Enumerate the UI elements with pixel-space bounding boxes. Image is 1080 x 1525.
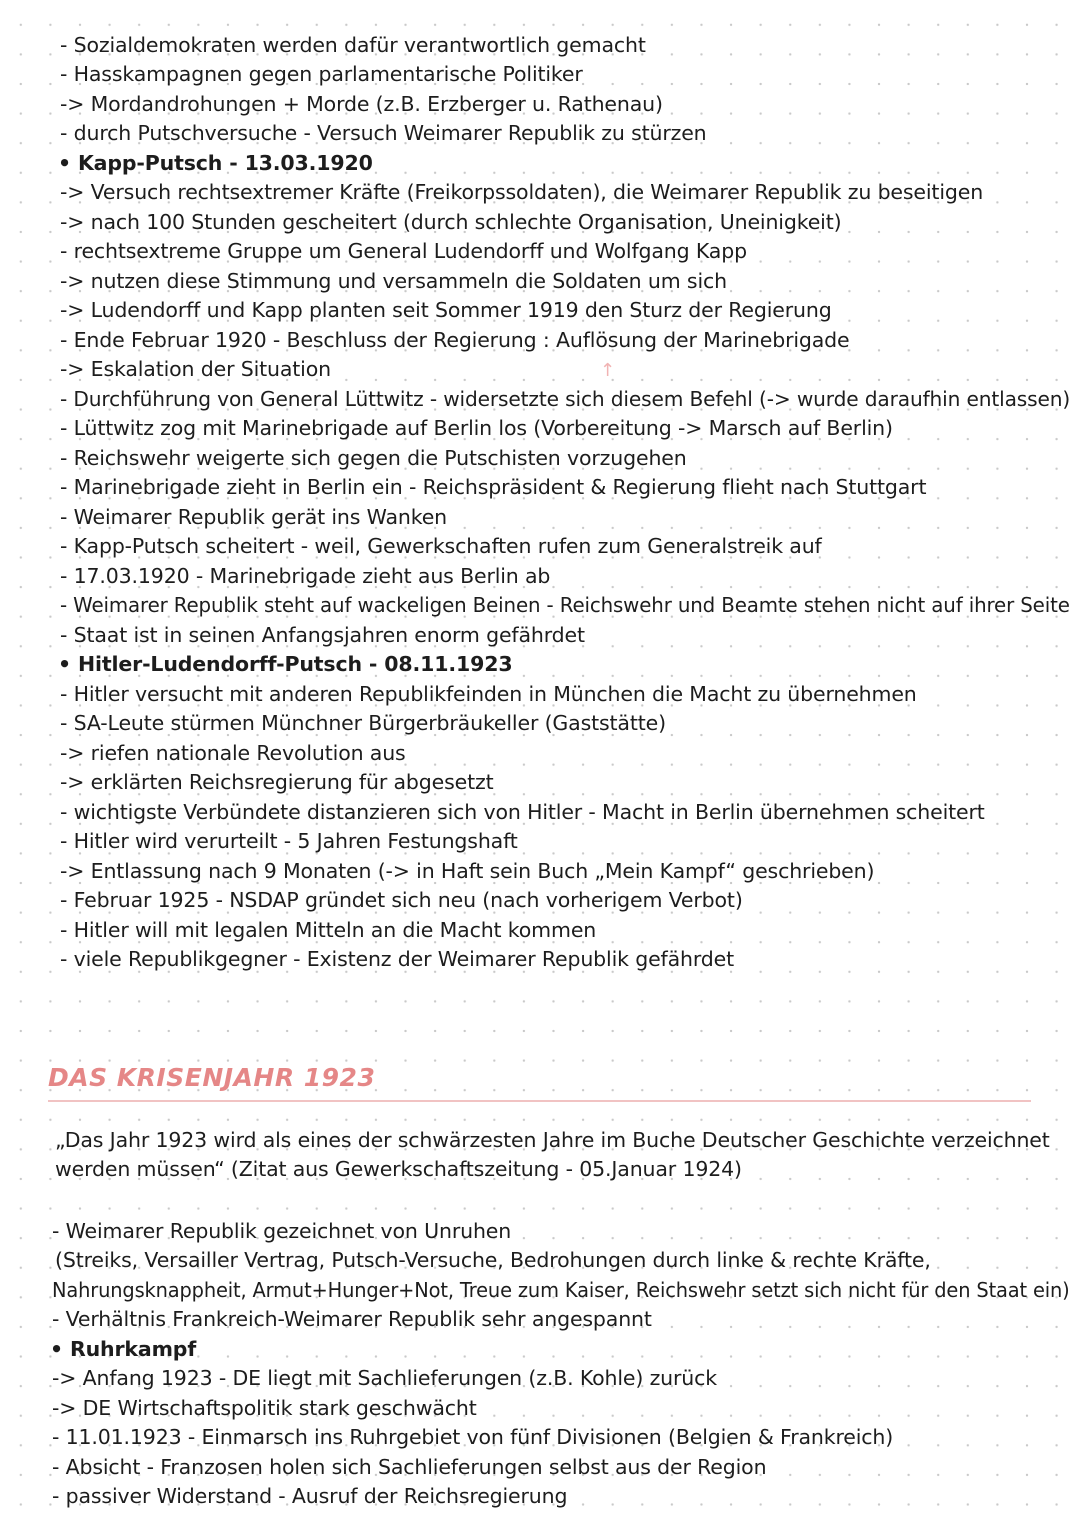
up-arrow-mark-icon: ↑ [600, 360, 616, 381]
note-line: - 17.03.1920 - Marinebrigade zieht aus Berlin ab [60, 564, 551, 588]
note-line: -> DE Wirtschaftspolitik stark geschwächt [52, 1396, 477, 1420]
note-line: -> Entlassung nach 9 Monaten (-> in Haft sein Buch „Mein Kampf“ geschrieben) [60, 859, 875, 883]
section-heading: DAS KRISENJAHR 1923 [48, 1063, 376, 1092]
note-line: - SA-Leute stürmen Münchner Bürgerbräukeller (Gaststätte) [60, 711, 666, 735]
note-line: - passiver Widerstand - Ausruf der Reichsregierung [52, 1484, 568, 1508]
note-line: - Hitler versucht mit anderen Republikfeinden in München die Macht zu übernehmen [60, 682, 917, 706]
note-line: - Absicht - Franzosen holen sich Sachlieferungen selbst aus der Region [52, 1455, 767, 1479]
note-line: -> nutzen diese Stimmung und versammeln die Soldaten um sich [60, 269, 727, 293]
bullet-heading-kapp-putsch: • Kapp-Putsch - 13.03.1920 [58, 151, 373, 175]
note-line: - Lüttwitz zog mit Marinebrigade auf Berlin los (Vorbereitung -> Marsch auf Berlin) [60, 416, 893, 440]
note-line: - durch Putschversuche - Versuch Weimarer Republik zu stürzen [60, 121, 707, 145]
heading-underline [48, 1100, 1031, 1102]
note-line: -> riefen nationale Revolution aus [60, 741, 406, 765]
note-line: - Reichswehr weigerte sich gegen die Putschisten vorzugehen [60, 446, 687, 470]
note-line: -> erklärten Reichsregierung für abgesetzt [60, 770, 494, 794]
note-line: Nahrungsknappheit, Armut+Hunger+Not, Treue zum Kaiser, Reichswehr setzt sich nicht für den Staat ein) [52, 1278, 1070, 1302]
note-line: - wichtigste Verbündete distanzieren sich von Hitler - Macht in Berlin übernehmen scheitert [60, 800, 985, 824]
note-line: - Hasskampagnen gegen parlamentarische Politiker [60, 62, 583, 86]
note-line: -> nach 100 Stunden gescheitert (durch schlechte Organisation, Uneinigkeit) [60, 210, 842, 234]
note-line: -> Ludendorff und Kapp planten seit Sommer 1919 den Sturz der Regierung [60, 298, 832, 322]
note-line: - Hitler will mit legalen Mitteln an die Macht kommen [60, 918, 597, 942]
bullet-heading-hitler-putsch: • Hitler-Ludendorff-Putsch - 08.11.1923 [58, 652, 513, 676]
note-line: - 11.01.1923 - Einmarsch ins Ruhrgebiet von fünf Divisionen (Belgien & Frankreich) [52, 1425, 894, 1449]
note-line: - Weimarer Republik gezeichnet von Unruhen [52, 1219, 512, 1243]
note-line: -> Eskalation der Situation [60, 357, 331, 381]
note-line: - Weimarer Republik steht auf wackeligen Beinen - Reichswehr und Beamte stehen nicht auf ihrer Seite [60, 593, 1070, 617]
bullet-heading-ruhrkampf: • Ruhrkampf [50, 1337, 197, 1361]
note-line: - Sozialdemokraten werden dafür verantwortlich gemacht [60, 33, 646, 57]
note-line: - Weimarer Republik gerät ins Wanken [60, 505, 448, 529]
note-line: - rechtsextreme Gruppe um General Ludendorff und Wolfgang Kapp [60, 239, 747, 263]
note-line: - Februar 1925 - NSDAP gründet sich neu (nach vorherigem Verbot) [60, 888, 743, 912]
note-line: - Kapp-Putsch scheitert - weil, Gewerkschaften rufen zum Generalstreik auf [60, 534, 822, 558]
note-line: - viele Republikgegner - Existenz der Weimarer Republik gefährdet [60, 947, 734, 971]
note-line: (Streiks, Versailler Vertrag, Putsch-Versuche, Bedrohungen durch linke & rechte Kräfte, [55, 1248, 931, 1272]
note-line: -> Anfang 1923 - DE liegt mit Sachlieferungen (z.B. Kohle) zurück [52, 1366, 717, 1390]
note-line: - Verhältnis Frankreich-Weimarer Republik sehr angespannt [52, 1307, 652, 1331]
quote-line: werden müssen“ (Zitat aus Gewerkschaftszeitung - 05.Januar 1924) [55, 1157, 742, 1181]
note-line: - Staat ist in seinen Anfangsjahren enorm gefährdet [60, 623, 585, 647]
note-line: -> Versuch rechtsextremer Kräfte (Freikorpssoldaten), die Weimarer Republik zu beseitigen [60, 180, 984, 204]
note-line: - Durchführung von General Lüttwitz - widersetzte sich diesem Befehl (-> wurde daraufhin entlassen) [60, 387, 1071, 411]
note-line: -> Mordandrohungen + Morde (z.B. Erzberger u. Rathenau) [60, 92, 663, 116]
note-line: - Hitler wird verurteilt - 5 Jahren Festungshaft [60, 829, 518, 853]
note-line: - Marinebrigade zieht in Berlin ein - Reichspräsident & Regierung flieht nach Stuttgart [60, 475, 927, 499]
note-line: - Ende Februar 1920 - Beschluss der Regierung : Auflösung der Marinebrigade [60, 328, 850, 352]
quote-line: „Das Jahr 1923 wird als eines der schwärzesten Jahre im Buche Deutscher Geschichte verzeichnet [55, 1128, 1050, 1152]
